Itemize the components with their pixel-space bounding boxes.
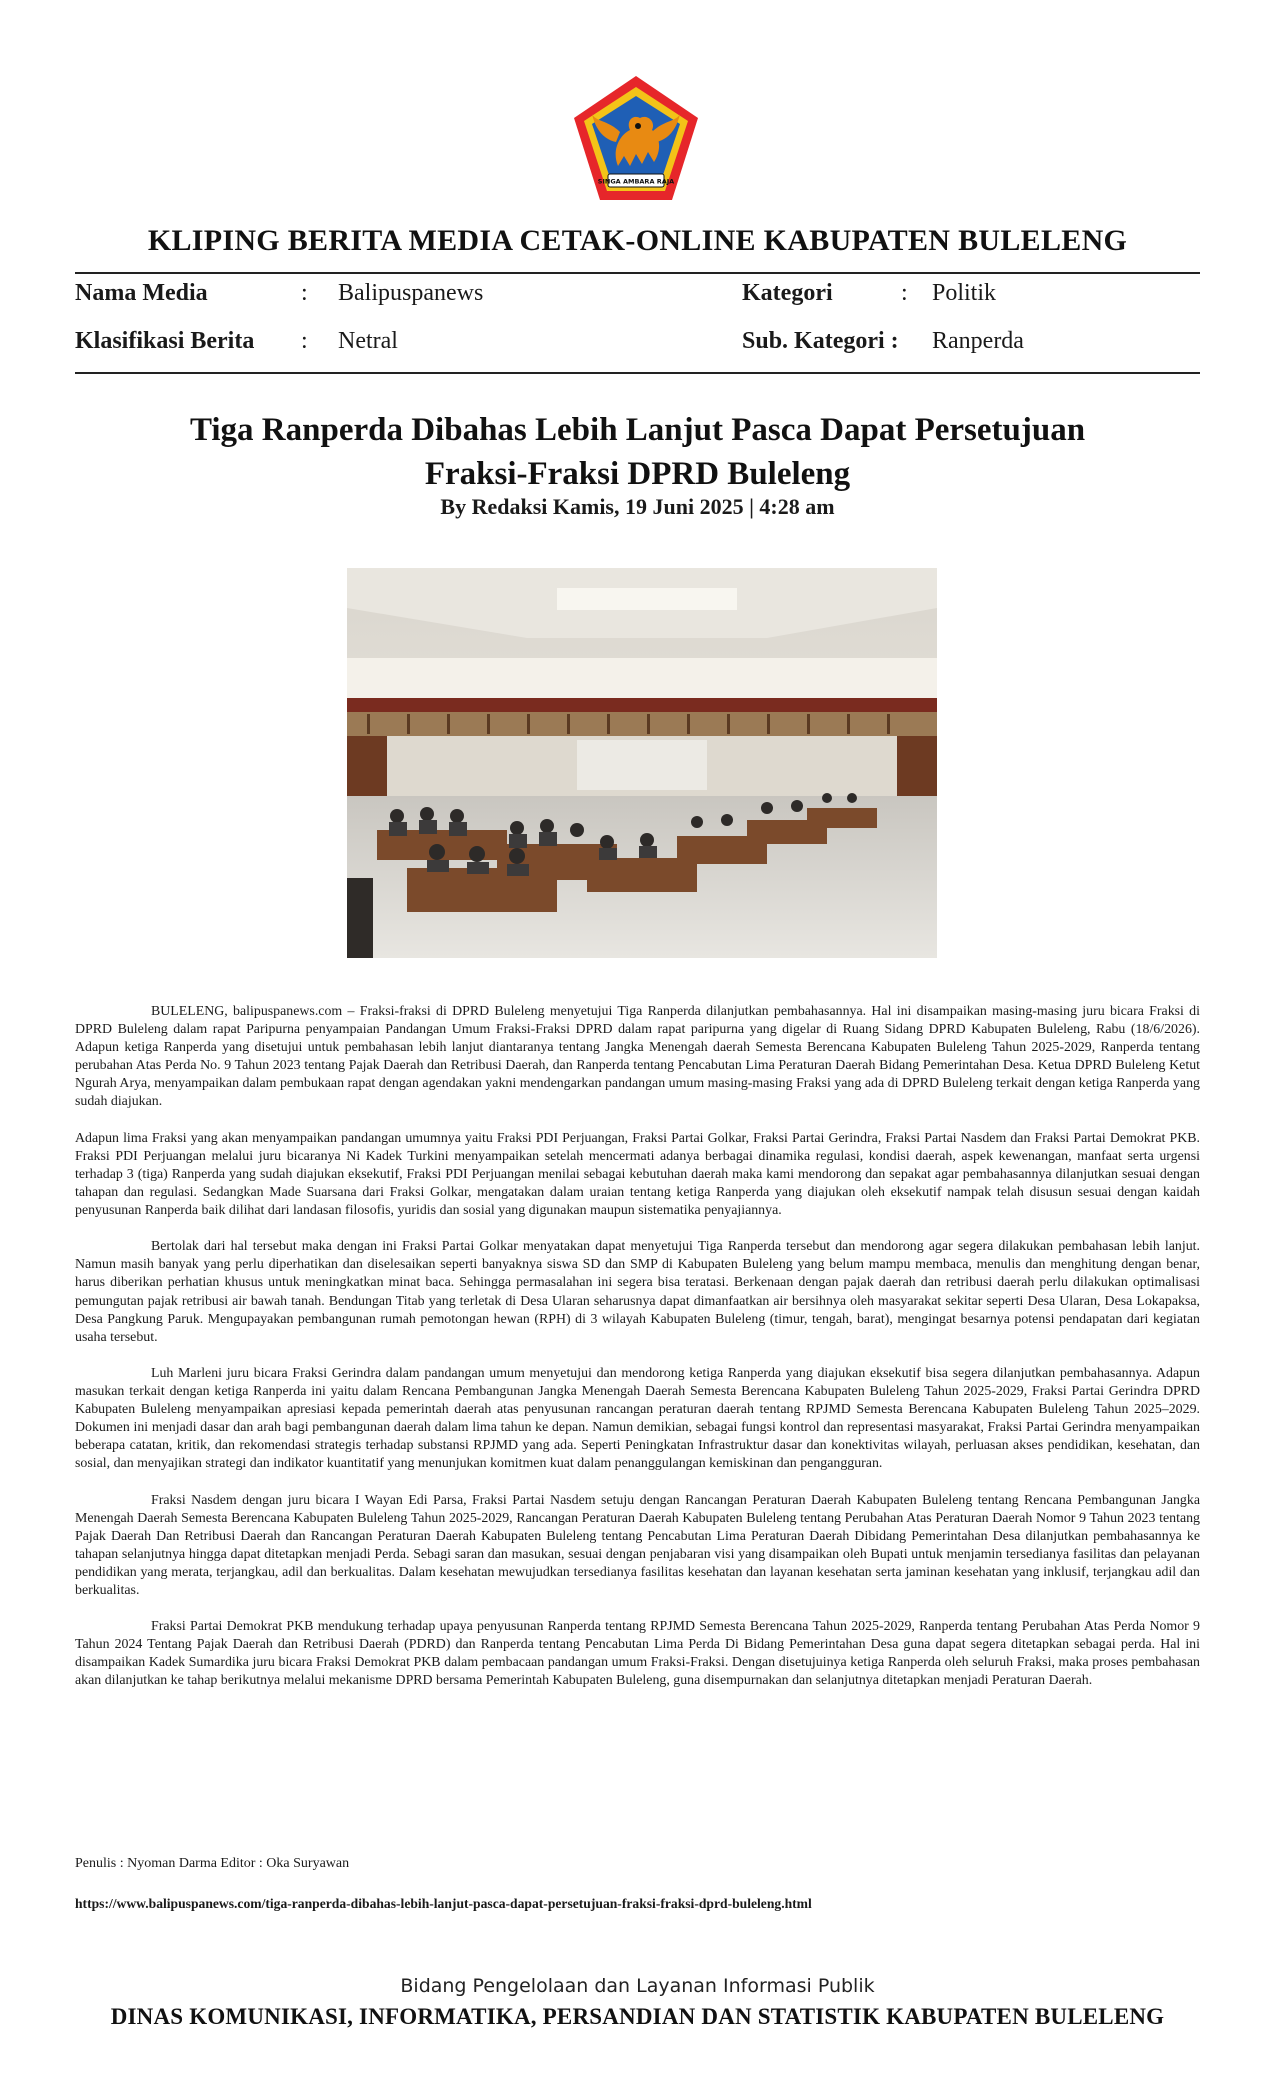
article-photo bbox=[347, 568, 937, 958]
source-url-link[interactable]: https://www.balipuspanews.com/tiga-ranperda-dibahas-lebih-lanjut-pasca-dapat-persetujuan-fraksi-fraksi-dprd-buleleng.html bbox=[75, 1896, 812, 1911]
meta-row-1 bbox=[75, 280, 1200, 314]
article-title-line-1: Tiga Ranperda Dibahas Lebih Lanjut Pasca Dapat Persetujuan bbox=[189, 412, 1086, 448]
category-label: Kategori bbox=[742, 280, 833, 306]
article-paragraph-1: BULELENG, balipuspanews.com – Fraksi-fraksi di DPRD Buleleng menyetujui Tiga Ranperda dilanjutkan pembahasannya. Hal ini disampaikan masing-masing juru bicara Fraksi di DPRD Buleleng dalam rapat Paripurna penyampaian Pandangan Umum Fraksi-Fraksi DPRD dalam rapat paripurna yang digelar di Ruang Sidang DPRD Kabupaten Buleleng, Rabu (18/6/2026). Adapun ketiga Ranperda yang disetujui untuk pembahasan lebih lanjut diantaranya tentang Jangka Menengah daerah Semesta Berencana Kabupaten Buleleng Tahun 2025-2029, Ranperda tentang perubahan Atas Perda No. 9 Tahun 2023 tentang Pajak Daerah dan Retribusi Daerah, dan Ranperda tentang Pencabutan Lima Peraturan Daerah Bidang Pemerintahan Desa. Ketua DPRD Buleleng Ketut Ngurah Arya, menyampaikan dalam pembukaan rapat dengan agendakan yakni mendengarkan pandangan umum masing-masing Fraksi yang ada di DPRD Buleleng terkait dengan ketiga Ranperda yang sudah diajukan. bbox=[75, 1004, 1200, 1110]
meta-row-2 bbox=[75, 328, 1200, 362]
header-rule-top bbox=[75, 272, 1200, 274]
header-rule-bottom bbox=[75, 372, 1200, 374]
classification-value: Netral bbox=[338, 328, 398, 354]
clipping-header-title: KLIPING BERITA MEDIA CETAK-ONLINE KABUPATEN BULELENG bbox=[147, 224, 1128, 257]
classification-label: Klasifikasi Berita bbox=[75, 328, 255, 354]
article-paragraph-2: Adapun lima Fraksi yang akan menyampaikan pandangan umumnya yaitu Fraksi PDI Perjuangan, Fraksi Partai Golkar, Fraksi Partai Gerindra, Fraksi Partai Nasdem dan Fraksi Partai Demokrat PKB. Fraksi PDI Perjuangan melalui juru bicaranya Ni Kadek Turkini menyampaikan setelah mencermati adanya berbagai dinamika regulasi, kondisi daerah, aspek kewenangan, manfaat serta urgensi terhadap 3 (tiga) Ranperda yang sudah diajukan eksekutif, Fraksi PDI Perjuangan menilai sebagai kebutuhan daerah maka kami mendorong dan sepakat agar pembahasannya dilanjutkan sesuai dengan tahapan dan regulasi. Sedangkan Made Suarsana dari Fraksi Golkar, mengatakan dalam uraian tentang ketiga Ranperda yang diajukan oleh eksekutif nampak telah disusun sesuai dengan kaidah penyusunan Ranperda baik dilihat dari landasan filosofis, yuridis dan sosial yang digunakan maupun sistematika penyajiannya. bbox=[75, 1130, 1200, 1219]
article-title bbox=[100, 408, 1175, 496]
subcategory-value: Ranperda bbox=[932, 328, 1024, 354]
buleleng-emblem-logo bbox=[568, 74, 704, 204]
article-body bbox=[75, 1003, 1200, 1709]
article-byline: By Redaksi Kamis, 19 Juni 2025 | 4:28 am bbox=[440, 494, 835, 519]
article-title-line-2: Fraksi-Fraksi DPRD Buleleng bbox=[424, 456, 851, 492]
article-paragraph-3: Bertolak dari hal tersebut maka dengan ini Fraksi Partai Golkar menyatakan dapat menyetujui Tiga Ranperda tersebut dan mendorong agar segera dilakukan pembahasan lebih lanjut. Namun masih banyak yang perlu diperhatikan dan diselesaikan seperti banyaknya siswa SD dan SMP di Kabupaten Buleleng yang belum mampu membaca, menulis dan menghitung dengan benar, harus diberikan perhatian khusus untuk meningkatkan minat baca. Sehingga permasalahan ini segera bisa teratasi. Berkenaan dengan pajak daerah dan retribusi daerah perlu dilakukan optimalisasi pemungutan pajak retribusi air bawah tanah. Bendungan Titab yang terletak di Desa Ularan seharusnya dapat dimanfaatkan air bersihnya oleh masyarakat sekitar seperti Desa Ularan, Desa Lokapaksa, Desa Pangkung Paruk. Mengupayakan pembangunan rumah pemotongan hewan (RPH) di 3 wilayah Kabupaten Buleleng (timur, tengah, barat), mengingat besarnya potensi pendapatan dari kegiatan usaha tersebut. bbox=[75, 1239, 1200, 1345]
footer-department-line: Bidang Pengelolaan dan Layanan Informasi Publik bbox=[400, 1975, 875, 1997]
category-value: Politik bbox=[932, 280, 997, 306]
article-paragraph-4: Luh Marleni juru bicara Fraksi Gerindra dalam pandangan umum menyetujui dan mendorong ketiga Ranperda yang diajukan eksekutif bisa segera dilanjutkan pembahasannya. Adapun masukan terkait dengan ketiga Ranperda ini yaitu dalam Rencana Pembangunan Jangka Menengah Daerah Semesta Berencana Kabupaten Buleleng Tahun 2025-2029, Fraksi Partai Gerindra DPRD Kabupaten Buleleng menyampaikan apresiasi kepada pemerintah daerah atas penyusunan rancangan peraturan daerah tentang RPJMD Semesta Berencana Kabupaten Buleleng Tahun 2025–2029. Dokumen ini menjadi dasar dan arah bagi pembangunan daerah dalam lima tahun ke depan. Namun demikian, sebagai fungsi kontrol dan representasi masyarakat, Fraksi Partai Gerindra menyampaikan beberapa catatan, kritik, dan rekomendasi strategis terhadap substansi RPJMD yang ada. Seperti Peningkatan Infrastruktur dasar dan konektivitas wilayah, perluasan akses pendidikan, kesehatan, dan sosial, dan menyajikan strategi dan indikator kuantitatif yang menunjukan komitmen kuat dalam penanggulangan kemiskinan dan pengangguran. bbox=[75, 1365, 1200, 1472]
media-label: Nama Media bbox=[75, 280, 208, 306]
subcategory-label: Sub. Kategori : bbox=[742, 328, 899, 354]
footer-agency-line: DINAS KOMUNIKASI, INFORMATIKA, PERSANDIAN DAN STATISTIK KABUPATEN BULELENG bbox=[110, 2004, 1165, 2029]
media-colon: : bbox=[301, 280, 308, 306]
svg-text:SINGA AMBARA RAJA: SINGA AMBARA RAJA bbox=[597, 177, 675, 186]
media-value: Balipuspanews bbox=[338, 280, 484, 306]
article-paragraph-6: Fraksi Partai Demokrat PKB mendukung terhadap upaya penyusunan Ranperda tentang RPJMD Semesta Berencana Tahun 2025-2029, Ranperda tentang Perubahan Atas Perda Nomor 9 Tahun 2024 Tentang Pajak Daerah dan Retribusi Daerah (PDRD) dan Ranperda tentang Pencabutan Lima Perda Di Bidang Pemerintahan Desa guna dapat segera ditetapkan sebagai perda. Hal ini disampaikan Kadek Sumardika juru bicara Fraksi Demokrat PKB dalam pembacaan pandangan umum Fraksi-Fraksi. Dengan disetujuinya ketiga Ranperda oleh seluruh Fraksi, maka proses pembahasan akan dilanjutkan ke tahap berikutnya melalui mekanisme DPRD bersama Pemerintah Kabupaten Buleleng, guna disempurnakan dan selanjutnya ditetapkan menjadi Peraturan Daerah. bbox=[75, 1619, 1200, 1689]
article-paragraph-5: Fraksi Nasdem dengan juru bicara I Wayan Edi Parsa, Fraksi Partai Nasdem setuju dengan Rancangan Peraturan Daerah Kabupaten Buleleng tentang Rencana Pembangunan Jangka Menengah Daerah Semesta Berencana Kabupaten Buleleng Tahun 2025-2029, Rancangan Peraturan Daerah Kabupaten Buleleng tentang Perubahan Atas Peraturan Daerah Nomor 9 Tahun 2023 tentang Pajak Daerah Dan Retribusi Daerah dan Rancangan Peraturan Daerah Kabupaten Buleleng tentang Pencabutan Lima Peraturan Daerah Dibidang Pemerintahan Desa dilanjutkan pembahasannya ke tahapan selanjutnya hingga dapat ditetapkan menjadi Perda. Sebagi saran dan masukan, sesuai dengan penjabaran visi yang disampaikan oleh Bupati untuk menjamin tersedianya fasilitas dan pelayanan pendidikan yang merata, terjangkau, adil dan berkualitas. Dalam kesehatan mewujudkan tersedianya fasilitas kesehatan dan layanan kesehatan serta jaminan kesehatan yang inklusif, terjangkau adil dan berkualitas. bbox=[75, 1492, 1200, 1598]
classification-colon: : bbox=[301, 328, 308, 354]
article-credit: Penulis : Nyoman Darma Editor : Oka Suryawan bbox=[75, 1856, 350, 1871]
category-colon: : bbox=[901, 280, 908, 306]
